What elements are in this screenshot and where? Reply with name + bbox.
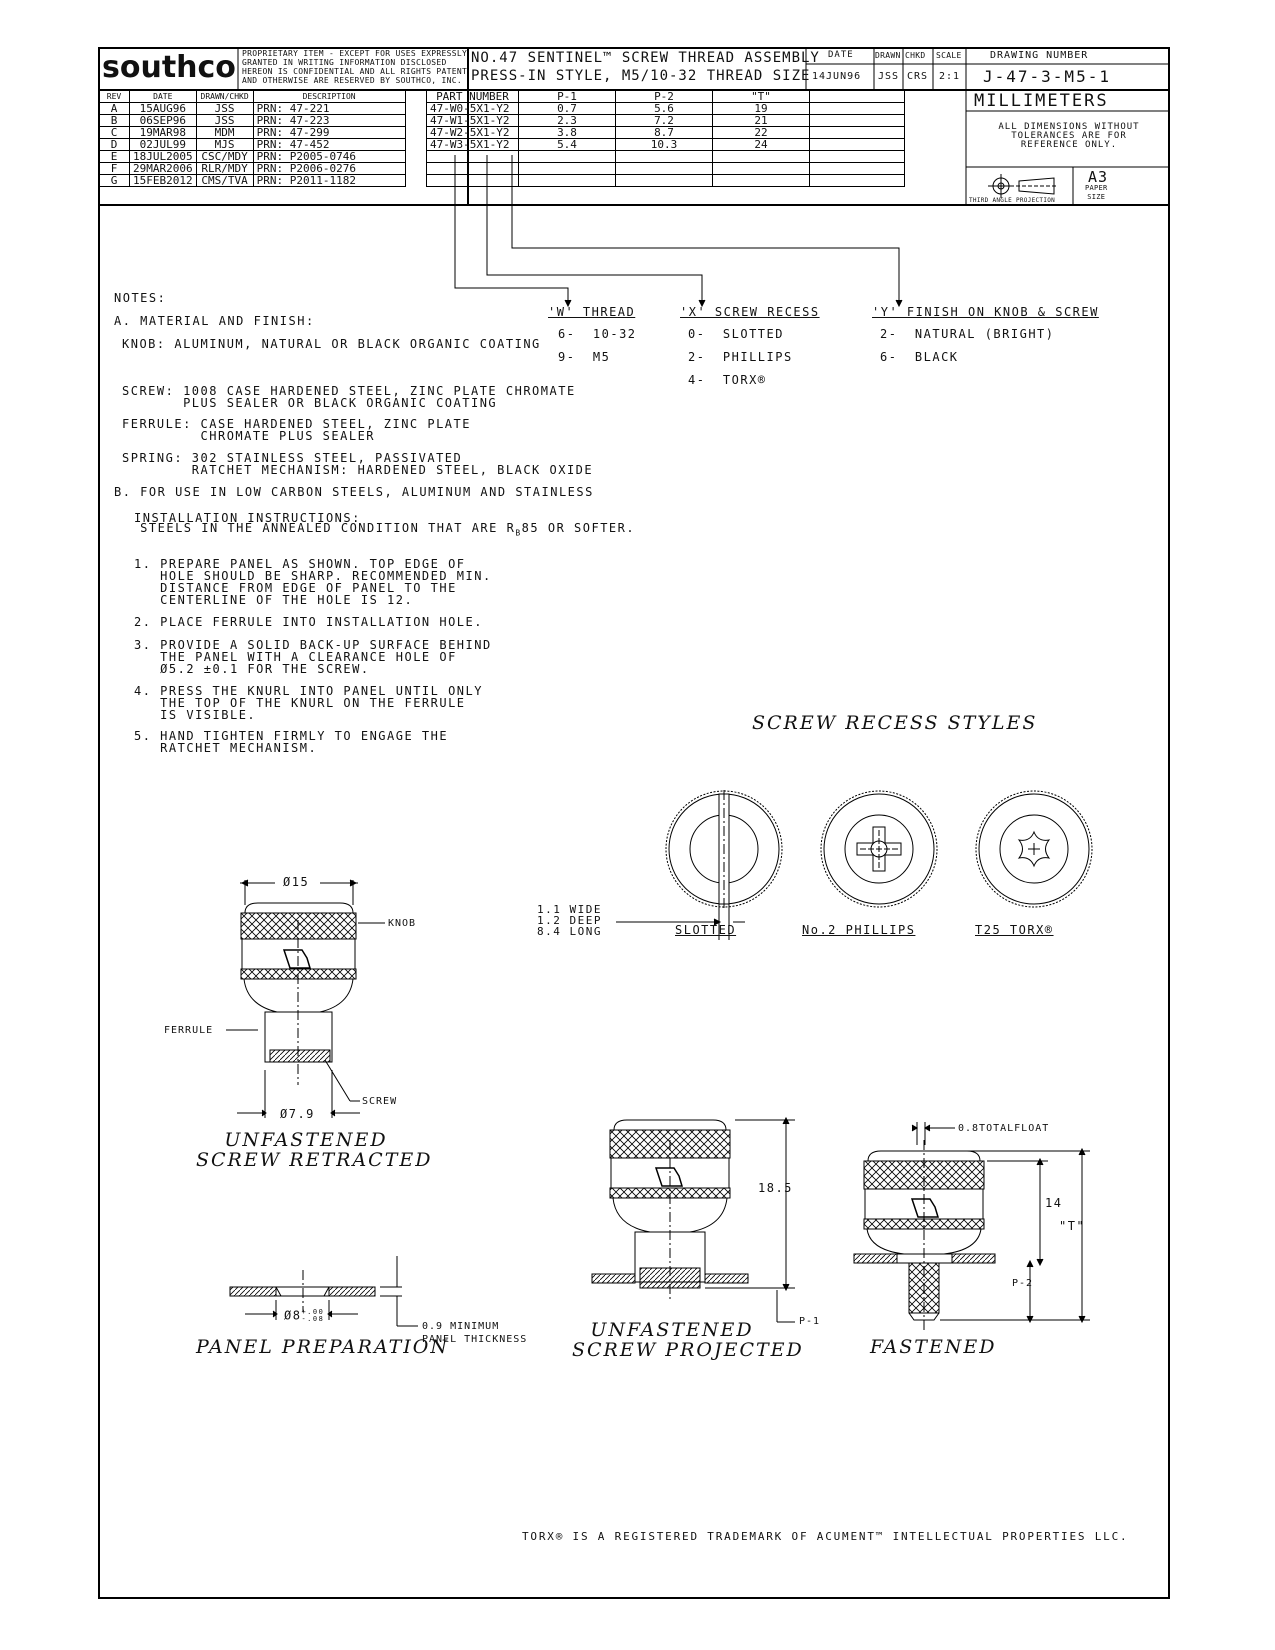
note-spring: SPRING: 302 STAINLESS STEEL, PASSIVATED RATCHET MECHANISM: HARDENED STEEL, BLACK OXIDE [122,451,594,477]
install-step: 4. PRESS THE KNURL INTO PANEL UNTIL ONLY THE TOP OF THE KNURL ON THE FERRULE IS VISIBLE. [134,684,483,722]
torx-label: T25 TORX® [975,923,1054,937]
knob-diameter-dim: Ø15 [283,875,310,889]
drawing-number: J-47-3-M5-1 [983,67,1111,86]
note-ferrule: FERRULE: CASE HARDENED STEEL, ZINC PLATE CHROMATE PLUS SEALER [122,417,471,443]
projection-label: THIRD ANGLE PROJECTION [969,197,1056,204]
install-step: 5. HAND TIGHTEN FIRMLY TO ENGAGE THE RATCHET MECHANISM. [134,729,449,755]
retracted-assembly-view [226,880,385,1121]
drawn-value: JSS [878,71,900,82]
phillips-label: No.2 PHILLIPS [802,923,916,937]
note-screw: SCREW: 1008 CASE HARDENED STEEL, ZINC PLATE CHROMATE PLUS SEALER OR BLACK ORGANIC COATING [122,384,576,410]
p1-label: P-1 [799,1316,821,1327]
units-label: MILLIMETERS [974,91,1109,111]
revision-row: A 15AUG96 JSS PRN: 47-221 [99,103,406,115]
revision-row: F 29MAR2006 RLR/MDY PRN: P2006-0276 [99,163,406,175]
revision-row: C 19MAR98 MDM PRN: 47-299 [99,127,406,139]
slotted-label: SLOTTED [675,923,737,937]
revision-row: G 15FEB2012 CMS/TVA PRN: P2011-1182 [99,175,406,187]
revision-row: D 02JUL99 MJS PRN: 47-452 [99,139,406,151]
chkd-label: CHKD [905,51,926,60]
slotted-recess-view [666,790,782,940]
hole-diameter-dim: Ø8 +.00 -.08 [284,1308,325,1323]
part-row: 47-W1-5X1-Y2 2.3 7.2 21 [427,115,905,127]
dim-14: 14 [1045,1196,1063,1210]
y-finish-item: 2- NATURAL (BRIGHT) [880,327,1055,341]
note-a-title: A. MATERIAL AND FINISH: [114,314,315,328]
projected-caption: UNFASTENED SCREW PROJECTED [572,1319,804,1361]
tolerance-note: ALL DIMENSIONS WITHOUT TOLERANCES ARE FOR REFERENCE ONLY. [998,122,1140,150]
dim-18-5: 18.5 [758,1181,793,1195]
install-step: 1. PREPARE PANEL AS SHOWN. TOP EDGE OF HOLE SHOULD BE SHARP. RECOMMENDED MIN. DISTANCE FROM EDGE OF PANEL TO THE CENTERLINE OF THE HOLE IS 12. [134,557,492,607]
slot-dimensions: 1.1 WIDE 1.2 DEEP 8.4 LONG [537,903,602,938]
revision-row: E 18JUL2005 CSC/MDY PRN: P2005-0746 [99,151,406,163]
revision-header-row: REV DATE DRAWN/CHKD DESCRIPTION [99,91,406,103]
paper-size: A3 [1088,168,1109,186]
leader-x [487,155,702,304]
drawing-number-label: DRAWING NUMBER [990,50,1089,61]
notes-title: NOTES: [114,291,167,305]
chkd-value: CRS [907,71,929,82]
fastened-caption: FASTENED [870,1336,997,1358]
install-title: INSTALLATION INSTRUCTIONS: [134,511,361,525]
proprietary-notice: PROPRIETARY ITEM - EXCEPT FOR USES EXPRESSLY GRANTED IN WRITING INFORMATION DISCLOSED HEREON IS CONFIDENTIAL AND ALL RIGHTS PATENT AND OTHERWISE ARE RESERVED BY SOUTHCO, INC. [242,49,468,85]
southco-logo: southco [102,50,236,85]
drawing-title-line1: NO.47 SENTINEL™ SCREW THREAD ASSEMBLY [471,50,820,66]
drawing-title-line2: PRESS-IN STYLE, M5/10-32 THREAD SIZE [471,68,811,84]
total-float-label: 0.8TOTALFLOAT [958,1123,1050,1134]
panel-prep-caption: PANEL PREPARATION [196,1336,450,1358]
phillips-recess-view [821,791,937,907]
trademark-footer: TORX® IS A REGISTERED TRADEMARK OF ACUMENT™ INTELLECTUAL PROPERTIES LLC. [522,1530,1129,1543]
scale-label: SCALE [936,51,962,60]
date-label: DATE [828,50,854,60]
install-step: 2. PLACE FERRULE INTO INSTALLATION HOLE. [134,615,483,629]
part-header-row: PART NUMBER P-1 P-2 "T" [427,91,905,103]
knob-label: KNOB [388,918,417,929]
screw-label: SCREW [362,1096,398,1107]
drawn-label: DRAWN [875,51,901,60]
y-finish-item: 6- BLACK [880,350,959,364]
ferrule-label: FERRULE [164,1025,214,1036]
w-thread-item: 6- 10-32 [558,327,637,341]
w-thread-item: 9- M5 [558,350,611,364]
x-recess-item: 0- SLOTTED [688,327,784,341]
projected-assembly-view [592,1118,795,1322]
y-finish-title: 'Y' FINISH ON KNOB & SCREW [872,305,1099,319]
install-step: 3. PROVIDE A SOLID BACK-UP SURFACE BEHIND THE PANEL WITH A CLEARANCE HOLE OF Ø5.2 ±0.1 FOR THE SCREW. [134,638,492,676]
revision-row: B 06SEP96 JSS PRN: 47-223 [99,115,406,127]
x-recess-title: 'X' SCREW RECESS [680,305,820,319]
part-row: 47-W0-5X1-Y2 0.7 5.6 19 [427,103,905,115]
leader-y [512,155,899,304]
part-row: 47-W2-5X1-Y2 3.8 8.7 22 [427,127,905,139]
x-recess-item: 4- TORX® [688,373,767,387]
recess-styles-title: SCREW RECESS STYLES [752,712,1038,734]
panel-thickness-note: 0.9 MINIMUM PANEL THICKNESS [422,1321,528,1345]
note-b: B. FOR USE IN LOW CARBON STEELS, ALUMINUM AND STAINLESS STEELS IN THE ANNEALED CONDITION THAT ARE $R_B85$ OR SOFTER. [114,485,636,538]
ferrule-diameter-dim: Ø7.9 [280,1107,315,1121]
w-thread-title: 'W' THREAD [548,305,636,319]
p2-label: P-2 [1012,1278,1034,1289]
scale-value: 2:1 [939,71,961,82]
retracted-caption: UNFASTENED SCREW RETRACTED [196,1129,433,1171]
torx-recess-view [976,791,1092,907]
note-knob: KNOB: ALUMINUM, NATURAL OR BLACK ORGANIC COATING [122,337,541,351]
fastened-assembly-view [854,1122,1090,1330]
date-value: 14JUN96 [812,71,862,82]
part-row: 47-W3-5X1-Y2 5.4 10.3 24 [427,139,905,151]
x-recess-item: 2- PHILLIPS [688,350,793,364]
t-dim-label: "T" [1059,1219,1086,1233]
paper-size-label: PAPER SIZE [1085,184,1108,201]
